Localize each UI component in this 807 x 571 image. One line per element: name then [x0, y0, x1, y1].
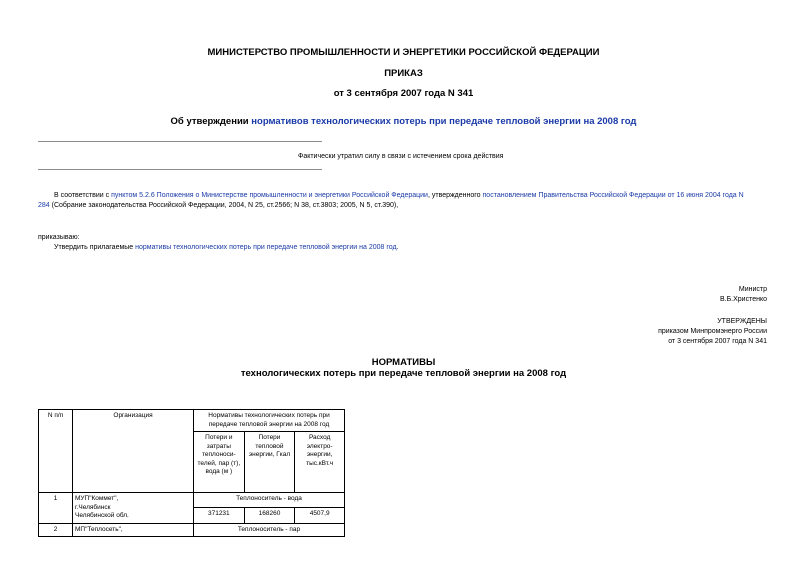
org-region: Челябинской обл.: [75, 512, 129, 519]
table-header-row: [39, 410, 345, 432]
ministry-heading: МИНИСТЕРСТВО ПРОМЫШЛЕННОСТИ И ЭНЕРГЕТИКИ РОССИЙСКОЙ ФЕДЕРАЦИИ: [207, 47, 600, 58]
doc-title: [0, 116, 807, 127]
col-org-header: Организация: [73, 410, 194, 493]
doc-title-prefix: Об утверждении: [170, 116, 252, 127]
signature-position: Министр: [738, 286, 767, 293]
row-num: 1: [39, 493, 73, 524]
divider-bottom: [38, 169, 322, 170]
preamble-text-b: , утвержденного: [427, 192, 483, 199]
norms-subtitle: технологических потерь при передаче тепловой энергии на 2008 год: [240, 368, 567, 379]
col-losses-carrier-text: Потери и затраты теплоноси-телей, пар (т), вода (м ): [197, 434, 241, 475]
value-heat-loss: 168260: [244, 508, 295, 523]
resolution-link[interactable]: постановлением Правительства Российской Федерации от 16 июня 2004 года N: [482, 192, 744, 199]
col-losses-heat: Потери тепловой энергии, Гкал: [244, 432, 295, 493]
preamble-line-1: [38, 191, 778, 201]
regulation-link[interactable]: пунктом 5.2.6 Положения о Министерстве промышленности и энергетики Российской Федерации: [111, 192, 428, 199]
approved-line-3: от 3 сентября 2007 года N 341: [668, 338, 767, 345]
col-group-header: Нормативы технологических потерь при передаче тепловой энергии на 2008 год: [194, 410, 345, 432]
row-carrier: Теплоноситель - вода: [194, 493, 345, 508]
norms-title: НОРМАТИВЫ: [371, 357, 436, 368]
approved-line-1: УТВЕРЖДЕНЫ: [717, 318, 767, 325]
preamble-line-2: [38, 201, 778, 211]
approve-paragraph: [54, 243, 399, 253]
preamble-text-a: В соответствии с: [54, 192, 112, 199]
value-electricity: 4507,9: [295, 508, 345, 523]
preamble-paragraph: [38, 191, 778, 211]
norms-table: [38, 409, 345, 537]
col-losses-carrier: [194, 432, 245, 493]
col-num-header: N п/п: [39, 410, 73, 493]
col-electricity: Расход электро-энергии, тыс.кВт.ч: [295, 432, 345, 493]
value-carrier-loss: 371231: [194, 508, 245, 523]
doc-date: от 3 сентября 2007 года N 341: [333, 88, 474, 99]
org-name: МУП"Коммет",: [75, 495, 119, 502]
approved-line-2: приказом Минпромэнерго России: [658, 328, 767, 335]
doc-title-link[interactable]: нормативов технологических потерь при передаче тепловой энергии на 2008 год: [251, 116, 637, 127]
row-org: [73, 493, 194, 524]
row-carrier: Теплоноситель - пар: [194, 523, 345, 537]
status-note: Фактически утратил силу в связи с истечением срока действия: [298, 153, 504, 160]
row-num: 2: [39, 523, 73, 537]
doc-type: ПРИКАЗ: [384, 68, 423, 79]
signature-name: В.Б.Христенко: [719, 296, 767, 303]
org-city: г.Челябинск: [75, 503, 111, 511]
order-word: приказываю:: [38, 234, 80, 241]
divider-top: [38, 141, 322, 142]
preamble-text-c: (Собрание законодательства Российской Федерации, 2004, N 25, ст.2566; N 38, ст.3803; 2005, N 5, ст.390),: [49, 202, 399, 209]
approve-text-b: .: [396, 244, 399, 251]
row-org: МП"Теплосеть",: [73, 523, 194, 537]
table-row: [39, 523, 345, 537]
table-row: [39, 493, 345, 508]
resolution-link-cont[interactable]: 284: [38, 202, 50, 209]
approve-text-a: Утвердить прилагаемые: [54, 244, 136, 251]
norms-link[interactable]: нормативы технологических потерь при передаче тепловой энергии на 2008 год: [135, 244, 397, 251]
